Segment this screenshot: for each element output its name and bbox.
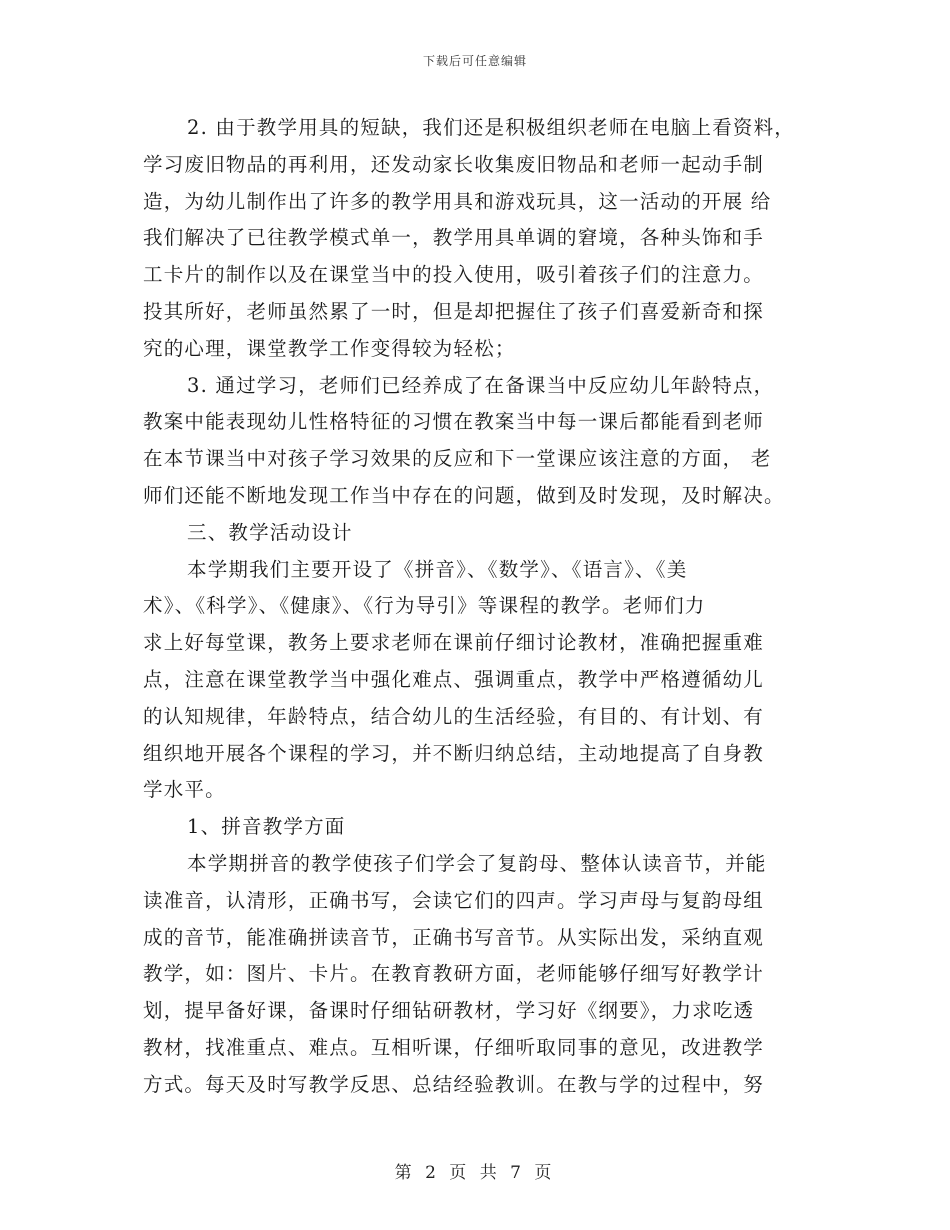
text-line: 究的心理，课堂教学工作变得较为轻松； — [143, 336, 516, 360]
text-line: 教学，如：图片、卡片。在教育教研方面，老师能够仔细写好教学计 — [143, 962, 765, 986]
text-line: 学水平。 — [143, 778, 226, 802]
text-line: 求上好每堂课，教务上要求老师在课前仔细讨论教材，准确把握重难 — [143, 631, 765, 655]
text-line: 工卡片的制作以及在课堂当中的投入使用，吸引着孩子们的注意力。 — [143, 263, 765, 287]
text-line: 点，注意在课堂教学当中强化难点、强调重点，教学中严格遵循幼儿 — [143, 667, 765, 691]
text-line: 教材，找准重点、难点。互相听课，仔细听取同事的意见，改进教学 — [143, 1035, 765, 1059]
text-line: 读准音，认清形，正确书写，会读它们的四声。学习声母与复韵母组 — [143, 888, 765, 912]
text-line: 3. 通过学习，老师们已经养成了在备课当中反应幼儿年龄特点， — [187, 373, 775, 397]
text-line: 的认知规律，年龄特点，结合幼儿的生活经验，有目的、有计划、有 — [143, 704, 765, 728]
text-line: 术》、《科学》、《健康》、《行为导引》等课程的教学。老师们力 — [143, 594, 706, 618]
text-line: 教案中能表现幼儿性格特征的习惯在教案当中每一课后都能看到老师 — [143, 410, 765, 434]
text-line: 组织地开展各个课程的学习，并不断归纳总结，主动地提高了自身教 — [143, 741, 765, 765]
text-line: 投其所好，老师虽然累了一时，但是却把握住了孩子们喜爱新奇和探 — [143, 299, 765, 323]
text-line: 本学期拼音的教学使孩子们学会了复韵母、整体认读音节，并能 — [187, 851, 767, 875]
text-line: 本学期我们主要开设了《拼音》、《数学》、《语言》、《美 — [187, 557, 688, 581]
text-line: 师们还能不断地发现工作当中存在的问题，做到及时发现，及时解决。 — [143, 483, 785, 507]
document-body — [143, 110, 818, 1104]
text-line: 1、拼音教学方面 — [187, 815, 346, 839]
text-line: 2. 由于教学用具的短缺，我们还是积极组织老师在电脑上看资料， — [187, 116, 796, 139]
page-header: 下载后可任意编辑 — [422, 54, 527, 68]
text-line: 造，为幼儿制作出了许多的教学用具和游戏玩具，这一活动的开展 给 — [143, 189, 772, 213]
text-line: 我们解决了已往教学模式单一，教学用具单调的窘境，各种头饰和手 — [143, 226, 765, 250]
text-line: 在本节课当中对孩子学习效果的反应和下一堂课应该注意的方面， 老 — [143, 447, 772, 471]
text-line: 成的音节，能准确拼读音节，正确书写音节。从实际出发，采纳直观 — [143, 925, 765, 949]
text-line: 划，提早备好课，备课时仔细钻研教材，学习好《纲要》，力求吃透 — [143, 999, 755, 1023]
text-line: 学习废旧物品的再利用，还发动家长收集废旧物品和老师一起动手制 — [143, 152, 765, 176]
page-footer: 第 2 页 共 7 页 — [394, 1163, 556, 1183]
text-line: 方式。每天及时写教学反思、总结经验教训。在教与学的过程中，努 — [143, 1072, 765, 1096]
text-line: 三、教学活动设计 — [187, 520, 353, 544]
